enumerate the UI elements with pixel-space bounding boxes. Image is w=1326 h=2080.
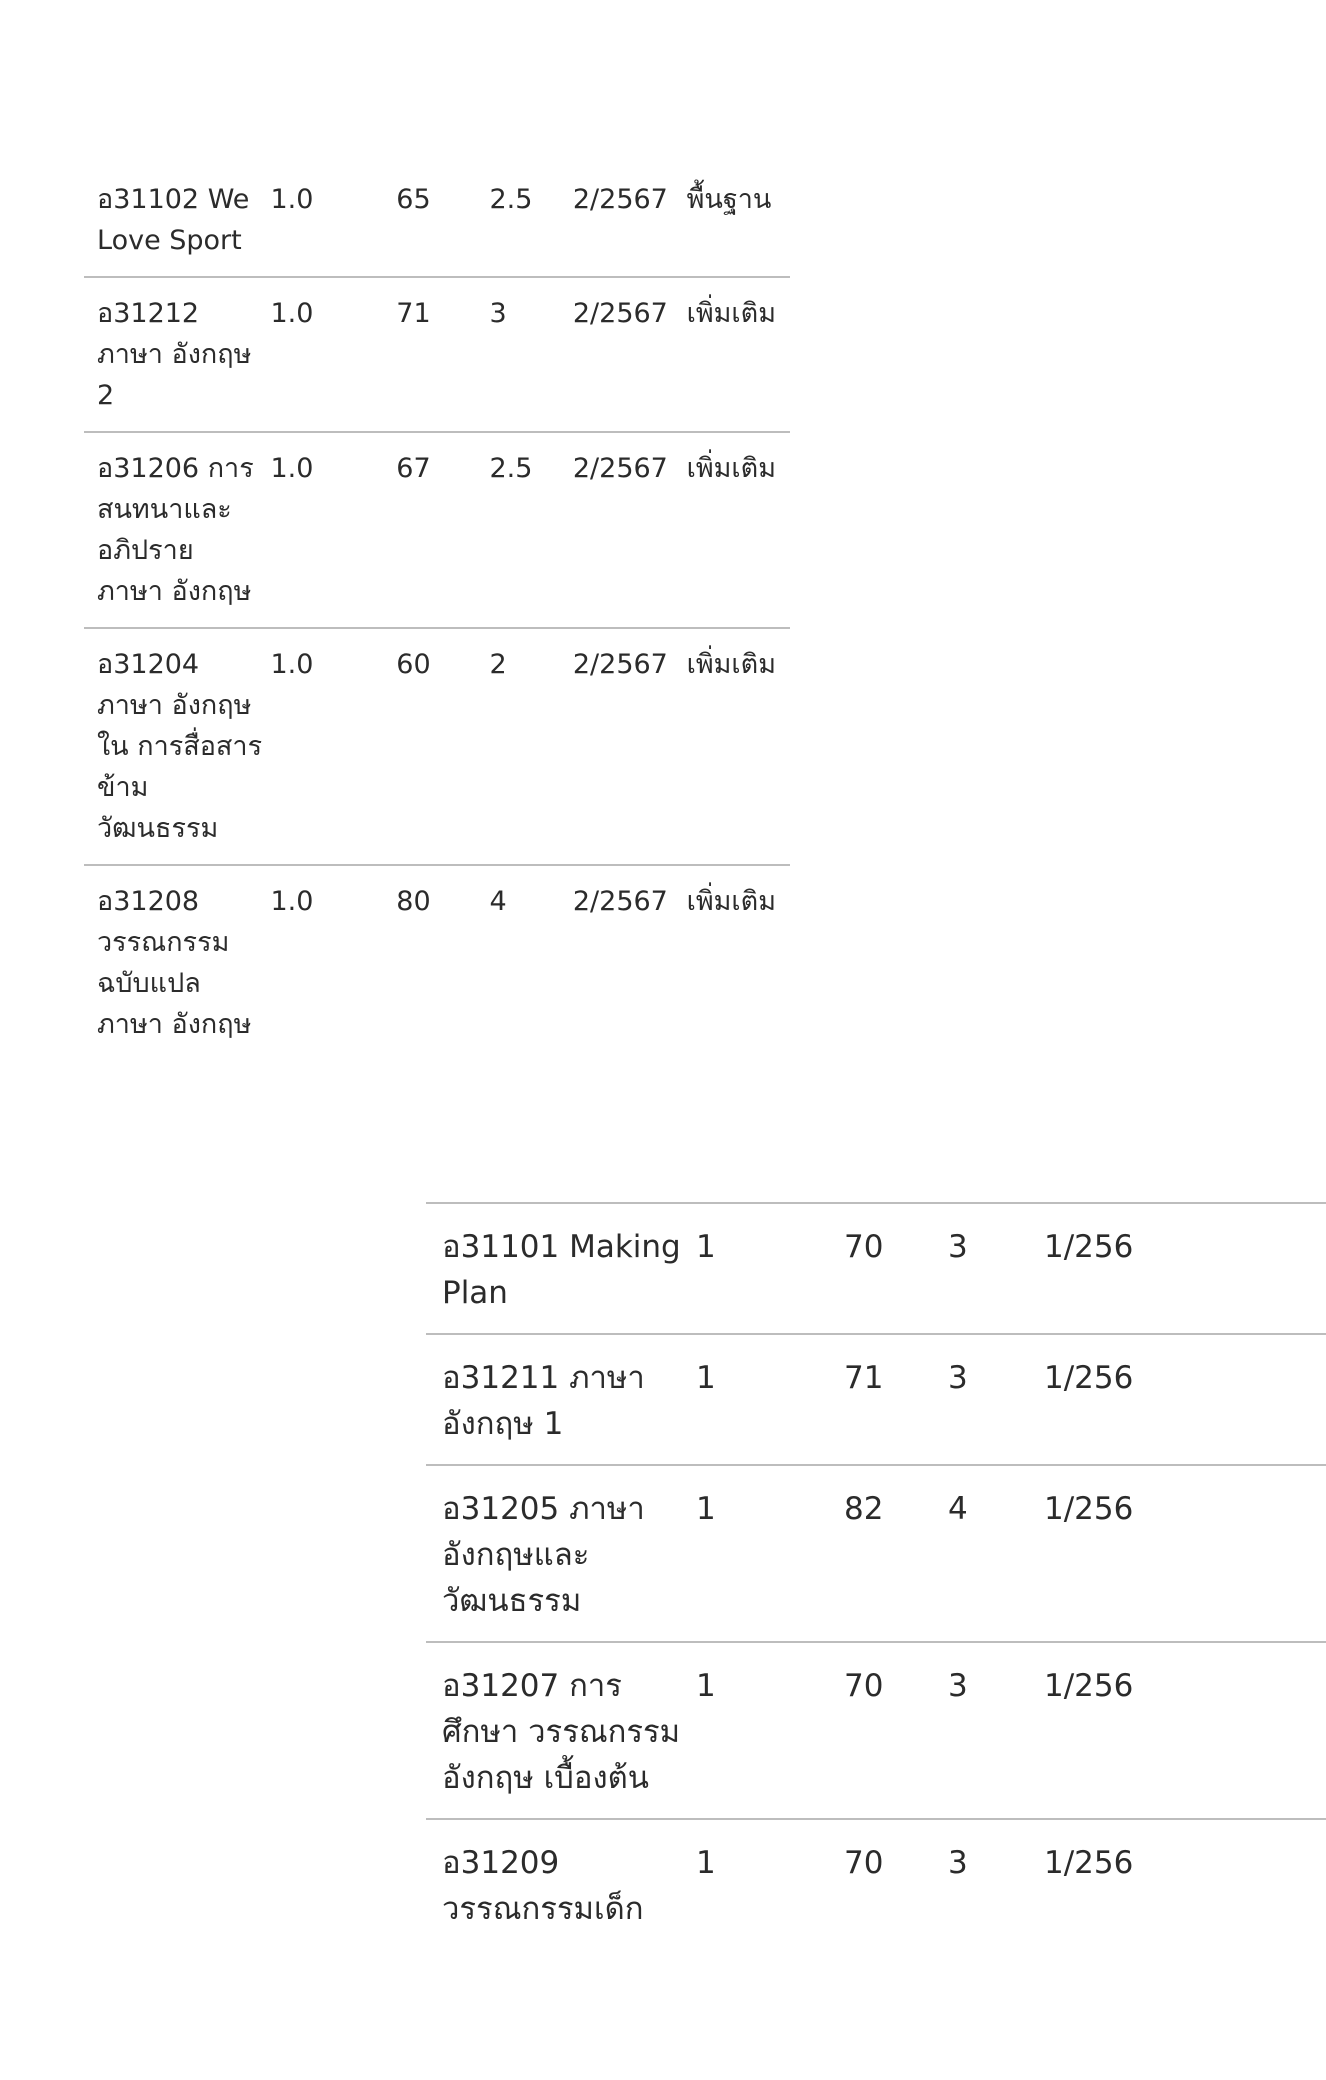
type-cell: เพิ่มเติม (687, 865, 790, 1060)
table-row (426, 1203, 1326, 1334)
grade-cell: 3 (948, 1642, 1044, 1819)
score-cell: 70 (844, 1229, 884, 1265)
subject-cell: อ31209 วรรณกรรมเด็ก (426, 1819, 696, 1949)
subject-cell: อ31206 การสนทนาและอภิปราย ภาษา อังกฤษ (84, 432, 270, 628)
term-cell: 2/2567 (573, 628, 687, 865)
type-cell: พื้นฐาน (686, 184, 772, 215)
table-row (426, 1642, 1326, 1819)
table-row (84, 277, 790, 432)
table-row (426, 1465, 1326, 1642)
subject-cell: อ31208 วรรณกรรม ฉบับแปล ภาษา อังกฤษ (84, 865, 270, 1060)
credit-cell: 1.0 (270, 277, 396, 432)
term-cell: 1/256 (1044, 1229, 1134, 1265)
score-cell: 67 (396, 432, 489, 628)
credit-cell: 1.0 (270, 432, 396, 628)
term-cell: 2/2567 (572, 184, 668, 215)
subject-cell: อ31211 ภาษา อังกฤษ 1 (426, 1334, 696, 1465)
credit-cell: 1.0 (270, 865, 396, 1060)
table-row (84, 628, 790, 865)
score-cell: 60 (396, 628, 489, 865)
type-cell: เพิ่มเติม (687, 432, 790, 628)
credit-cell: 1.0 (270, 628, 396, 865)
table-row (84, 432, 790, 628)
credit-cell: 1 (696, 1465, 844, 1642)
subject-cell: อ31102 We Love Sport (97, 184, 250, 256)
term-cell: 1/256 (1044, 1334, 1326, 1465)
subject-cell: อ31212 ภาษา อังกฤษ 2 (84, 277, 270, 432)
credit-cell: 1 (696, 1229, 716, 1265)
grade-cell: 4 (948, 1465, 1044, 1642)
term-cell: 1/256 (1044, 1465, 1326, 1642)
grade-cell: 3 (948, 1819, 1044, 1949)
table-row (426, 1819, 1326, 1949)
subject-cell: อ31101 Making Plan (442, 1229, 681, 1311)
table-row (84, 865, 790, 1060)
score-cell: 71 (844, 1334, 948, 1465)
grade-cell: 3 (489, 277, 572, 432)
grade-cell: 2.5 (489, 184, 533, 215)
score-cell: 71 (396, 277, 489, 432)
term-cell: 2/2567 (573, 432, 687, 628)
grades-table-term-2 (84, 165, 790, 1060)
grade-cell: 2 (489, 628, 572, 865)
score-cell: 80 (396, 865, 489, 1060)
term-cell: 1/256 (1044, 1819, 1326, 1949)
subject-cell: อ31205 ภาษา อังกฤษและ วัฒนธรรม (426, 1465, 696, 1642)
credit-cell: 1 (696, 1642, 844, 1819)
type-cell: เพิ่มเติม (687, 277, 790, 432)
subject-cell: อ31204 ภาษา อังกฤษใน การสื่อสาร ข้าม วัฒนธรรม (84, 628, 270, 865)
grade-cell: 4 (489, 865, 572, 1060)
grade-cell: 2.5 (489, 432, 572, 628)
grades-table-term-1-scroll-area[interactable] (426, 1202, 1138, 1927)
score-cell: 70 (844, 1642, 948, 1819)
type-cell: เพิ่มเติม (687, 628, 790, 865)
term-cell: 2/2567 (573, 865, 687, 1060)
credit-cell: 1.0 (270, 184, 314, 215)
score-cell: 82 (844, 1465, 948, 1642)
subject-cell: อ31207 การศึกษา วรรณกรรมอังกฤษ เบื้องต้น (426, 1642, 696, 1819)
score-cell: 65 (396, 184, 431, 215)
table-row (84, 165, 790, 277)
score-cell: 70 (844, 1819, 948, 1949)
grades-table-term-1 (426, 1202, 1326, 1949)
table-row (426, 1334, 1326, 1465)
grade-cell: 3 (948, 1334, 1044, 1465)
credit-cell: 1 (696, 1334, 844, 1465)
term-cell: 1/256 (1044, 1642, 1326, 1819)
grade-cell: 3 (948, 1229, 968, 1265)
term-cell: 2/2567 (573, 277, 687, 432)
credit-cell: 1 (696, 1819, 844, 1949)
